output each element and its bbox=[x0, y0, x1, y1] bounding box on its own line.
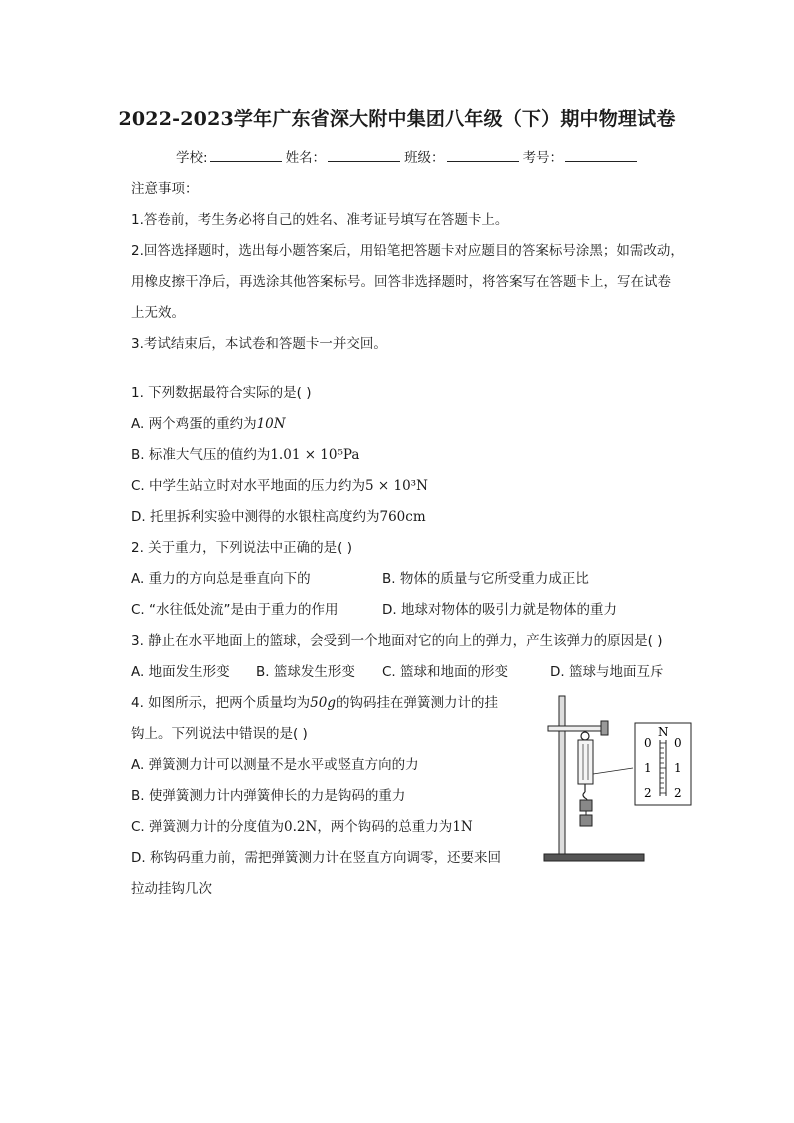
stand-base bbox=[544, 854, 644, 861]
q4-stem-value: 50g bbox=[310, 695, 336, 711]
q3-option-d: D. 篮球与地面互斥 bbox=[550, 664, 664, 680]
scale-label-right: 2 bbox=[674, 786, 682, 800]
q4-option-c-text-2: ，两个钩码的总重力为 bbox=[317, 819, 453, 835]
q4-stem-text-2: 的钩码挂在弹簧测力计的挂 bbox=[336, 695, 498, 711]
name-blank[interactable] bbox=[328, 149, 400, 162]
q1-option-b bbox=[131, 443, 359, 463]
q3-option-b: B. 篮球发生形变 bbox=[256, 664, 355, 680]
school-label: 学校: bbox=[176, 150, 208, 166]
q4-option-c-value-2: 1N bbox=[452, 819, 473, 835]
q4-stem-text: 4. 如图所示，把两个质量均为 bbox=[131, 695, 311, 711]
q1-option-b-value: 1.01 × 10⁵Pa bbox=[270, 447, 360, 463]
school-blank[interactable] bbox=[210, 149, 282, 162]
q1-option-d-text: D. 托里拆利实验中测得的水银柱高度约为 bbox=[131, 509, 380, 525]
scale-inset bbox=[634, 722, 692, 806]
q2-stem: 2. 关于重力，下列说法中正确的是( ) bbox=[131, 540, 352, 556]
q2-option-c: C. “水往低处流”是由于重力的作用 bbox=[131, 602, 339, 618]
q3-option-a: A. 地面发生形变 bbox=[131, 664, 230, 680]
q3-stem: 3. 静止在水平地面上的篮球，会受到一个地面对它的向上的弹力，产生该弹力的原因是( ) bbox=[131, 633, 663, 649]
stand-clamp bbox=[601, 721, 608, 735]
scale-label-left: 0 bbox=[644, 736, 652, 750]
q4-option-c-value: 0.2N bbox=[284, 819, 318, 835]
scale-label-right: 0 bbox=[674, 736, 682, 750]
stand-pole bbox=[559, 696, 565, 854]
q4-stem-line2: 钩上。下列说法中错误的是( ) bbox=[131, 726, 308, 742]
name-label: 姓名： bbox=[285, 150, 327, 166]
q1-option-c-text: C. 中学生站立时对水平地面的压力约为 bbox=[131, 478, 366, 494]
q4-option-d-cont: 拉动挂钩几次 bbox=[131, 881, 212, 897]
exam-no-blank[interactable] bbox=[565, 149, 637, 162]
q1-option-a-text: A. 两个鸡蛋的重约为 bbox=[131, 416, 257, 432]
q4-option-d: D. 称钩码重力前，需把弹簧测力计在竖直方向调零，还要来回 bbox=[131, 850, 501, 866]
hook-weight bbox=[580, 800, 592, 811]
scale-body bbox=[578, 740, 593, 784]
q3-option-c: C. 篮球和地面的形变 bbox=[382, 664, 509, 680]
q4-option-a: A. 弹簧测力计可以测量不是水平或竖直方向的力 bbox=[131, 757, 419, 773]
q2-option-d: D. 地球对物体的吸引力就是物体的重力 bbox=[382, 602, 617, 618]
q1-option-d-value: 760cm bbox=[379, 509, 426, 525]
q2-option-b: B. 物体的质量与它所受重力成正比 bbox=[382, 571, 589, 587]
note-item: 1.答卷前，考生务必将自己的姓名、准考证号填写在答题卡上。 bbox=[131, 212, 509, 228]
q4-stem bbox=[131, 691, 498, 711]
scale-label-right: 1 bbox=[674, 761, 682, 775]
q4-option-c-text: C. 弹簧测力计的分度值为 bbox=[131, 819, 285, 835]
inset-unit: N bbox=[658, 725, 669, 739]
q1-option-c-value: 5 × 10³N bbox=[365, 478, 428, 494]
note-item: 上无效。 bbox=[131, 305, 185, 321]
q1-option-a bbox=[131, 412, 286, 432]
class-blank[interactable] bbox=[447, 149, 519, 162]
q1-stem: 1. 下列数据最符合实际的是( ) bbox=[131, 385, 312, 401]
exam-no-label: 考号： bbox=[522, 150, 564, 166]
note-item: 3.考试结束后，本试卷和答题卡一并交回。 bbox=[131, 336, 387, 352]
scale-label-left: 1 bbox=[644, 761, 652, 775]
class-label: 班级： bbox=[404, 150, 445, 166]
notes-heading: 注意事项： bbox=[131, 181, 199, 197]
stand-arm bbox=[548, 726, 608, 731]
q1-option-b-text: B. 标准大气压的值约为 bbox=[131, 447, 271, 463]
hook-weight bbox=[580, 815, 592, 826]
q2-option-a: A. 重力的方向总是垂直向下的 bbox=[131, 571, 311, 587]
scale-label-left: 2 bbox=[644, 786, 652, 800]
scale-top-ring bbox=[581, 732, 589, 740]
page-title: 2022-2023学年广东省深大附中集团八年级（下）期中物理试卷 bbox=[118, 108, 676, 130]
note-item: 2.回答选择题时，选出每小题答案后，用铅笔把答题卡对应题目的答案标号涂黑；如需改动， bbox=[131, 243, 684, 259]
q1-option-a-value: 10N bbox=[256, 416, 286, 432]
student-info-line bbox=[176, 146, 641, 166]
q1-option-c bbox=[131, 474, 428, 494]
q4-option-b: B. 使弹簧测力计内弹簧伸长的力是钩码的重力 bbox=[131, 788, 406, 804]
q1-option-d bbox=[131, 505, 426, 525]
note-item: 用橡皮擦干净后，再选涂其他答案标号。回答非选择题时，将答案写在答题卡上，写在试卷 bbox=[131, 274, 671, 290]
q4-option-c bbox=[131, 815, 473, 835]
